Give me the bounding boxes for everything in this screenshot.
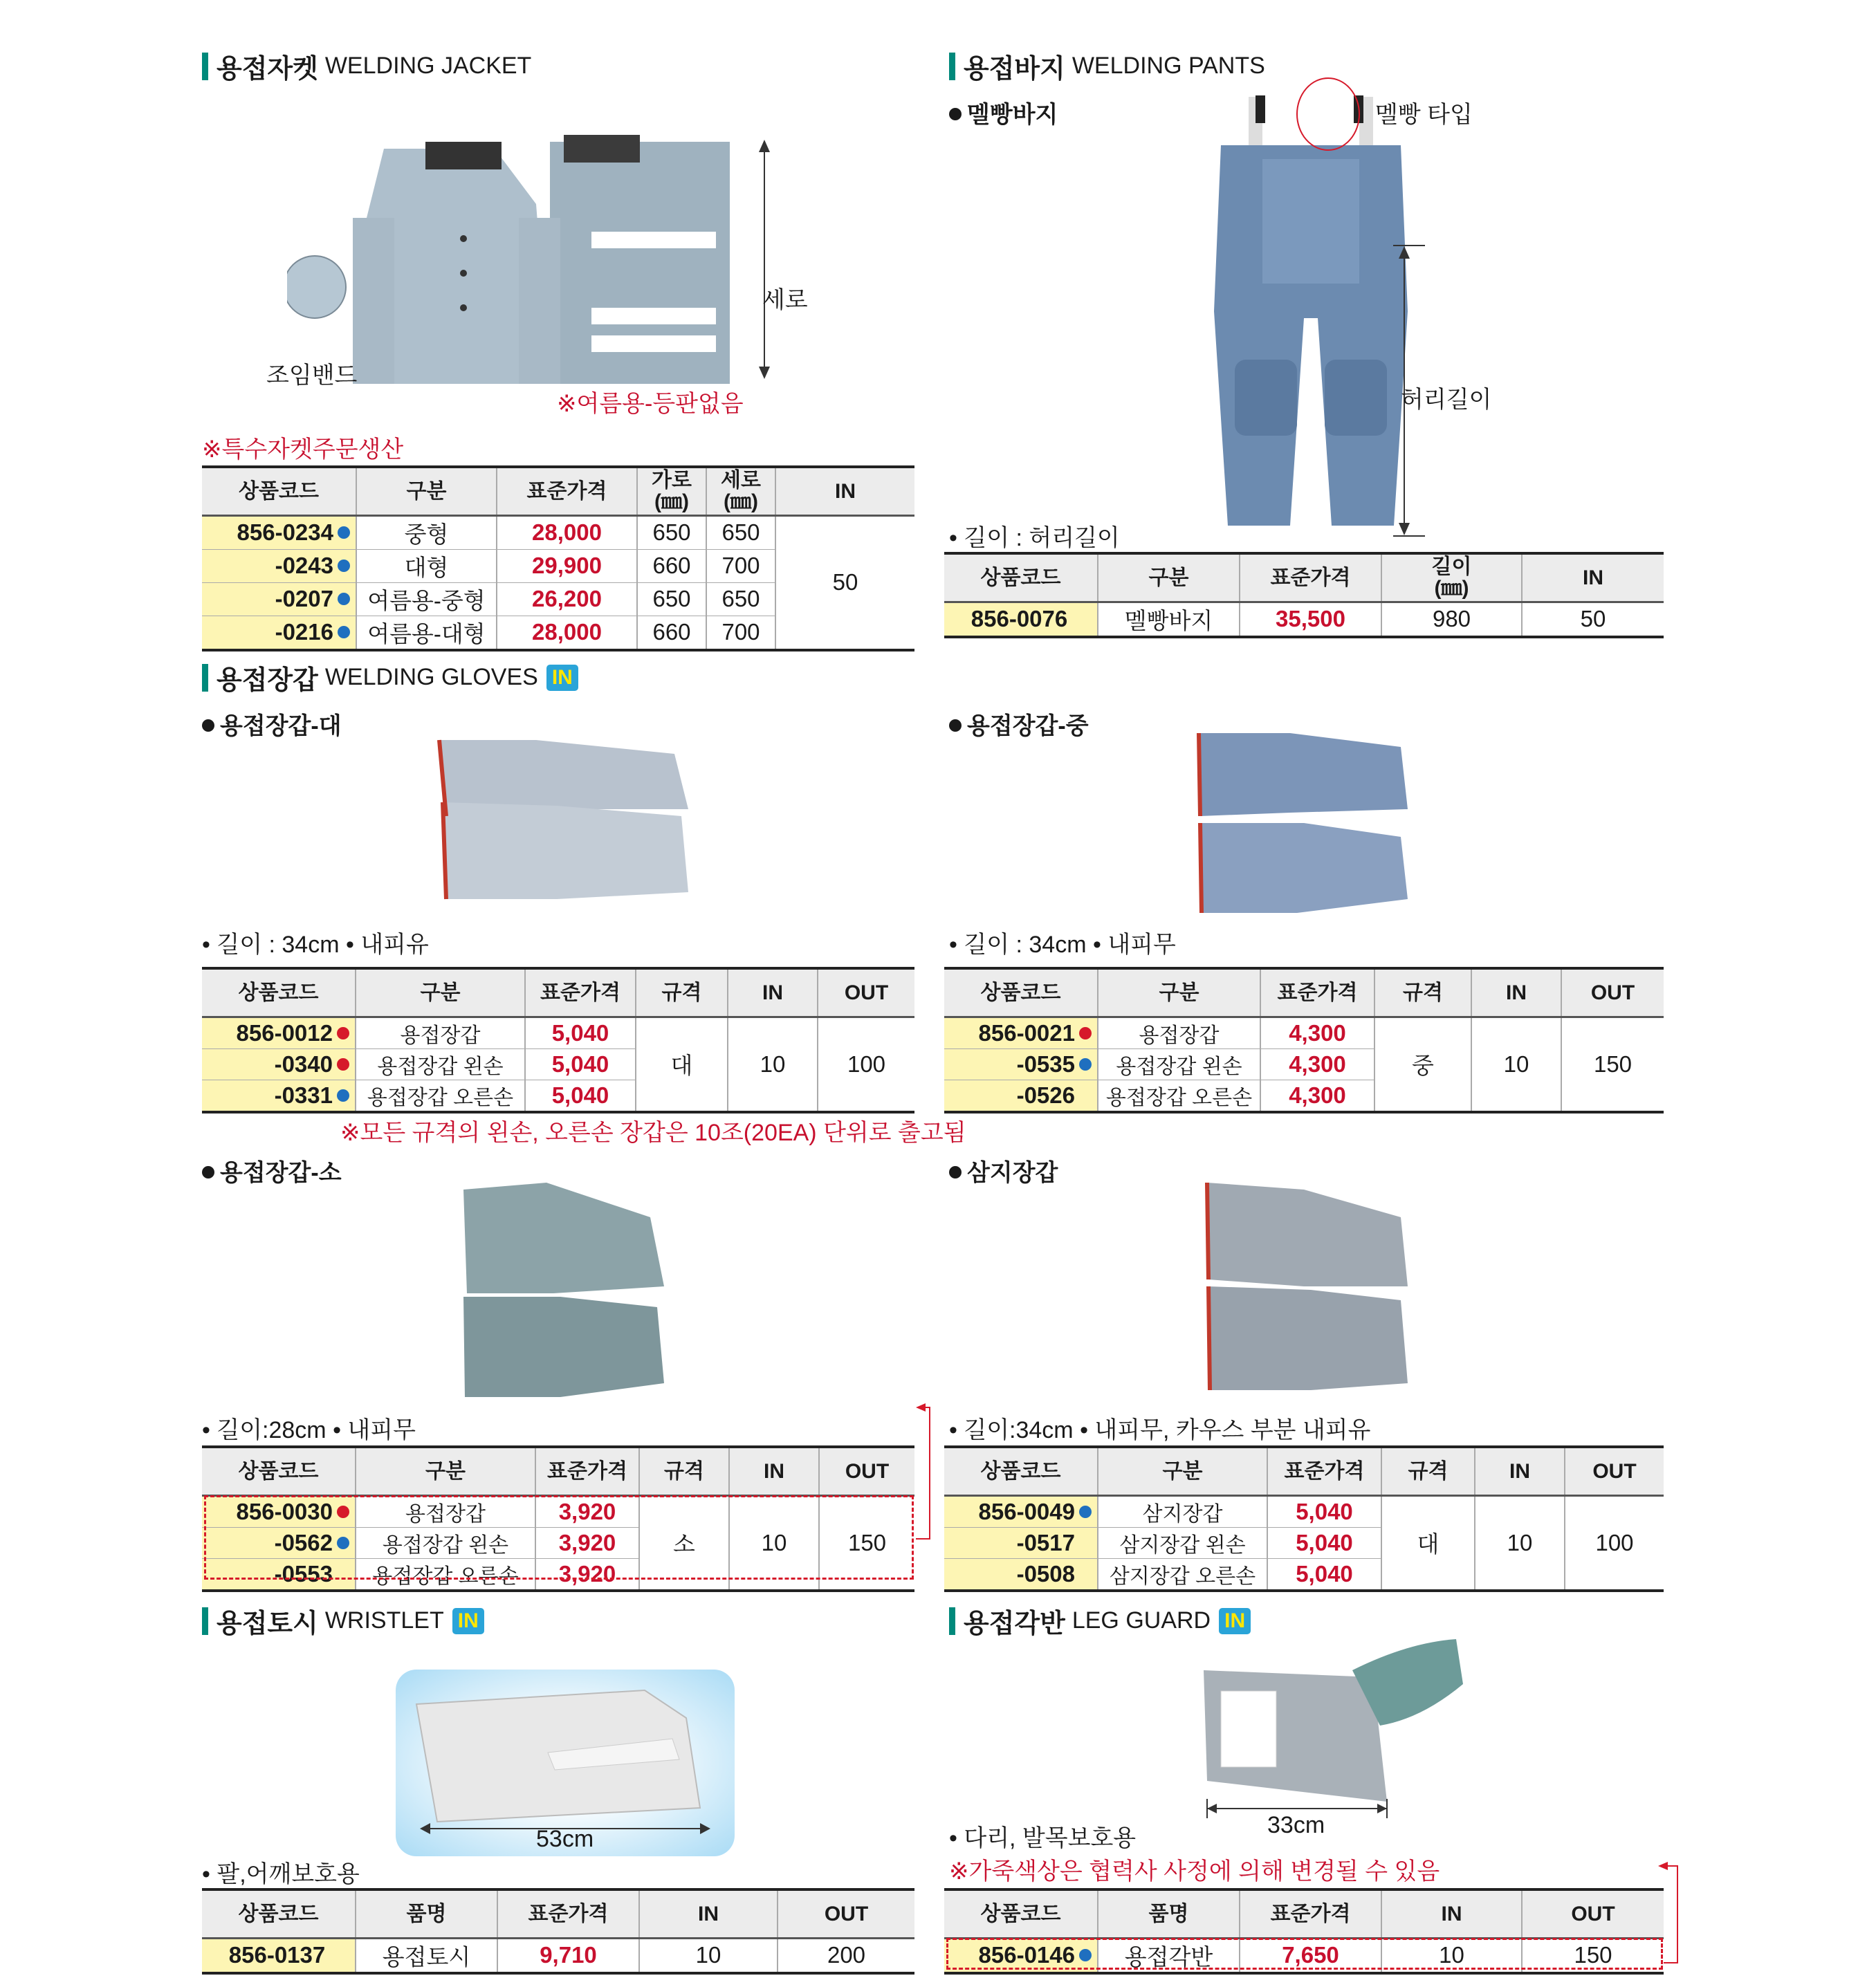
price: 4,300 xyxy=(1260,1048,1374,1080)
th-code: 상품코드 xyxy=(202,1447,356,1495)
bullet-icon xyxy=(949,719,962,732)
blue-dot-icon xyxy=(338,526,350,539)
th-type: 구분 xyxy=(1098,553,1240,602)
wristlet-section-title xyxy=(202,1602,484,1640)
product-code: -0340 xyxy=(202,1048,356,1080)
product-code: -0331 xyxy=(202,1080,356,1112)
th-out: OUT xyxy=(819,1447,914,1495)
in-qty: 10 xyxy=(729,1495,819,1591)
th-width: 가로 (㎜) xyxy=(637,467,706,515)
type: 중형 xyxy=(356,515,497,549)
price: 5,040 xyxy=(1267,1527,1381,1558)
in-qty: 10 xyxy=(728,1017,818,1112)
th-in: IN xyxy=(729,1447,819,1495)
th-out: OUT xyxy=(1561,968,1664,1017)
legguard-color-note: ※가죽색상은 협력사 사정에 의해 변경될 수 있음 xyxy=(949,1858,1440,1885)
section-marker xyxy=(202,664,208,692)
th-code: 상품코드 xyxy=(202,1889,356,1938)
table-row xyxy=(944,1495,1664,1527)
th-length: 길이 (㎜) xyxy=(1381,553,1522,602)
th-code: 상품코드 xyxy=(944,553,1098,602)
th-spec: 규격 xyxy=(1381,1447,1475,1495)
out-qty: 150 xyxy=(1561,1017,1664,1112)
th-in: IN xyxy=(775,467,914,515)
section-marker xyxy=(949,1607,955,1635)
spec: 대 xyxy=(1381,1495,1475,1591)
special-order-note: ※특수자켓주문생산 xyxy=(202,436,404,463)
th-price: 표준가격 xyxy=(525,968,636,1017)
legguard-dimension: 33cm xyxy=(1267,1812,1325,1838)
spec: 중 xyxy=(1374,1017,1471,1112)
th-in: IN xyxy=(639,1889,778,1938)
th-price: 표준가격 xyxy=(1267,1447,1381,1495)
price: 7,650 xyxy=(1240,1938,1381,1973)
gloves-small-note: • 길이:28cm • 내피무 xyxy=(202,1417,416,1443)
title-ko: 용접장갑 xyxy=(217,666,318,695)
gloves-small-subtitle: 용접장갑-소 xyxy=(202,1154,342,1187)
in-badge: IN xyxy=(452,1608,484,1634)
out-qty: 100 xyxy=(1565,1495,1664,1591)
product-code: -0508 xyxy=(944,1558,1098,1591)
th-code: 상품코드 xyxy=(944,968,1098,1017)
th-type: 구분 xyxy=(356,467,497,515)
product-code: -0553 xyxy=(202,1558,356,1591)
th-price: 표준가격 xyxy=(497,1889,639,1938)
gloves-mitten-image xyxy=(1200,1176,1415,1397)
in-qty: 10 xyxy=(1381,1938,1522,1973)
gloves-mitten-note: • 길이:34cm • 내피무, 카우스 부분 내피유 xyxy=(949,1417,1371,1443)
type: 용접장갑 xyxy=(1098,1017,1260,1048)
section-marker xyxy=(202,1607,208,1635)
th-name: 품명 xyxy=(1098,1889,1240,1938)
price: 5,040 xyxy=(1267,1495,1381,1527)
red-dot-icon xyxy=(337,1027,349,1039)
pants-subtitle: 멜빵바지 xyxy=(949,95,1058,129)
gloves-large-subtitle: 용접장갑-대 xyxy=(202,707,342,741)
type: 대형 xyxy=(356,549,497,582)
pants-section-title xyxy=(949,47,1265,85)
type: 용접장갑 xyxy=(356,1017,525,1048)
product-code: 856-0030 xyxy=(202,1495,356,1527)
product-code: 856-0234 xyxy=(202,515,356,549)
price: 5,040 xyxy=(525,1017,636,1048)
price: 3,920 xyxy=(535,1527,639,1558)
height: 650 xyxy=(706,515,775,549)
title-ko: 용접토시 xyxy=(217,1609,318,1638)
th-out: OUT xyxy=(1522,1889,1664,1938)
th-out: OUT xyxy=(778,1889,914,1938)
table-row xyxy=(202,1017,914,1048)
in-qty: 50 xyxy=(775,515,914,650)
gloves-unit-note: ※모든 규격의 왼손, 오른손 장갑은 10조(20EA) 단위로 출고됨 xyxy=(340,1120,966,1146)
in-badge: IN xyxy=(546,665,578,691)
callout-tightening-band: 조임밴드 xyxy=(266,362,358,389)
gloves-small-image xyxy=(457,1176,671,1404)
product-code: -0243 xyxy=(202,549,356,582)
table-row xyxy=(944,1017,1664,1048)
type: 용접장갑 오른손 xyxy=(1098,1080,1260,1112)
table-row xyxy=(944,602,1664,637)
title-en: WRISTLET xyxy=(324,1607,444,1634)
price: 3,920 xyxy=(535,1495,639,1527)
product-code: 856-0021 xyxy=(944,1017,1098,1048)
product-code: -0535 xyxy=(944,1048,1098,1080)
product-code: 856-0076 xyxy=(944,602,1098,637)
product-code: -0517 xyxy=(944,1527,1098,1558)
product-code: -0562 xyxy=(202,1527,356,1558)
dimension-label-vertical: 세로 xyxy=(762,287,808,313)
type: 용접장갑 xyxy=(356,1495,535,1527)
out-qty: 200 xyxy=(778,1938,914,1973)
summer-note: ※여름용-등판없음 xyxy=(557,391,744,417)
price: 9,710 xyxy=(497,1938,639,1973)
pants-table xyxy=(944,552,1664,638)
title-ko: 용접각반 xyxy=(964,1609,1065,1638)
gloves-large-image xyxy=(432,726,695,906)
gloves-large-table xyxy=(202,967,914,1113)
out-qty: 150 xyxy=(819,1495,914,1591)
out-qty: 100 xyxy=(818,1017,914,1112)
spec: 대 xyxy=(636,1017,728,1112)
type: 용접장갑 오른손 xyxy=(356,1080,525,1112)
price: 3,920 xyxy=(535,1558,639,1591)
jacket-section-title xyxy=(202,47,531,85)
type: 용접장갑 왼손 xyxy=(356,1527,535,1558)
legguard-note: • 다리, 발목보호용 xyxy=(949,1825,1137,1851)
gloves-large-note: • 길이 : 34cm • 내피유 xyxy=(202,932,429,958)
bullet-icon xyxy=(949,1166,962,1179)
product-code: 856-0146 xyxy=(944,1938,1098,1973)
price: 26,200 xyxy=(497,582,637,616)
th-code: 상품코드 xyxy=(202,467,356,515)
price: 35,500 xyxy=(1240,602,1381,637)
th-type: 구분 xyxy=(1098,968,1260,1017)
gloves-medium-subtitle: 용접장갑-중 xyxy=(949,707,1089,741)
bullet-icon xyxy=(202,1166,214,1179)
th-in: IN xyxy=(728,968,818,1017)
title-en: LEG GUARD xyxy=(1072,1607,1211,1634)
blue-dot-icon xyxy=(337,1089,349,1102)
jacket-table xyxy=(202,465,914,651)
section-marker xyxy=(202,53,208,80)
title-ko: 용접자켓 xyxy=(217,55,318,84)
name: 용접토시 xyxy=(356,1938,497,1973)
bullet-icon xyxy=(202,719,214,732)
bullet-icon xyxy=(949,108,962,120)
table-row xyxy=(202,515,914,549)
th-spec: 규격 xyxy=(639,1447,729,1495)
th-type: 구분 xyxy=(356,968,525,1017)
price: 28,000 xyxy=(497,616,637,650)
width: 650 xyxy=(637,515,706,549)
price: 4,300 xyxy=(1260,1080,1374,1112)
gloves-mitten-table xyxy=(944,1445,1664,1592)
pants-note: • 길이 : 허리길이 xyxy=(949,525,1120,551)
height: 650 xyxy=(706,582,775,616)
legguard-image xyxy=(1200,1636,1463,1822)
type: 용접장갑 오른손 xyxy=(356,1558,535,1591)
th-in: IN xyxy=(1381,1889,1522,1938)
height: 700 xyxy=(706,549,775,582)
title-en: WELDING GLOVES xyxy=(324,664,538,690)
in-qty: 10 xyxy=(1471,1017,1561,1112)
legguard-section-title xyxy=(949,1602,1251,1640)
highlight-arrow xyxy=(906,1401,934,1546)
section-marker xyxy=(949,53,955,80)
th-price: 표준가격 xyxy=(535,1447,639,1495)
width: 660 xyxy=(637,549,706,582)
th-code: 상품코드 xyxy=(944,1447,1098,1495)
th-price: 표준가격 xyxy=(1240,1889,1381,1938)
dimension-arrow-vertical xyxy=(751,138,792,380)
product-code: -0207 xyxy=(202,582,356,616)
in-qty: 50 xyxy=(1522,602,1664,637)
red-dot-icon xyxy=(1079,1027,1092,1039)
in-qty: 10 xyxy=(639,1938,778,1973)
th-price: 표준가격 xyxy=(1260,968,1374,1017)
gloves-medium-note: • 길이 : 34cm • 내피무 xyxy=(949,932,1176,958)
th-out: OUT xyxy=(1565,1447,1664,1495)
price: 28,000 xyxy=(497,515,637,549)
th-in: IN xyxy=(1475,1447,1565,1495)
blue-dot-icon xyxy=(338,593,350,605)
blue-dot-icon xyxy=(338,626,350,638)
blue-dot-icon xyxy=(338,560,350,572)
product-code: 856-0137 xyxy=(202,1938,356,1973)
table-row xyxy=(202,1938,914,1973)
red-dot-icon xyxy=(337,1058,349,1071)
price: 5,040 xyxy=(1267,1558,1381,1591)
th-price: 표준가격 xyxy=(497,467,637,515)
th-code: 상품코드 xyxy=(202,968,356,1017)
th-type: 구분 xyxy=(1098,1447,1267,1495)
highlight-dashed-box xyxy=(946,1938,1663,1970)
th-out: OUT xyxy=(818,968,914,1017)
jacket-image xyxy=(287,135,785,398)
product-code: 856-0049 xyxy=(944,1495,1098,1527)
type: 여름용-대형 xyxy=(356,616,497,650)
th-code: 상품코드 xyxy=(944,1889,1098,1938)
th-spec: 규격 xyxy=(1374,968,1471,1017)
length: 980 xyxy=(1381,602,1522,637)
out-qty: 150 xyxy=(1522,1938,1664,1973)
gloves-section-title xyxy=(202,658,578,696)
in-badge: IN xyxy=(1219,1608,1251,1634)
type: 삼지장갑 왼손 xyxy=(1098,1527,1267,1558)
wristlet-note: • 팔,어깨보호용 xyxy=(202,1861,360,1887)
gloves-medium-image xyxy=(1193,726,1415,920)
spec: 소 xyxy=(639,1495,729,1591)
type: 삼지장갑 xyxy=(1098,1495,1267,1527)
th-height: 세로 (㎜) xyxy=(706,467,775,515)
name: 용접각반 xyxy=(1098,1938,1240,1973)
highlight-arrow xyxy=(1657,1859,1684,1970)
th-name: 품명 xyxy=(356,1889,497,1938)
price: 29,900 xyxy=(497,549,637,582)
width: 650 xyxy=(637,582,706,616)
wristlet-table xyxy=(202,1888,914,1975)
th-in: IN xyxy=(1471,968,1561,1017)
th-in: IN xyxy=(1522,553,1664,602)
type: 멜빵바지 xyxy=(1098,602,1240,637)
title-ko: 용접바지 xyxy=(964,55,1065,84)
type: 삼지장갑 오른손 xyxy=(1098,1558,1267,1591)
price: 4,300 xyxy=(1260,1017,1374,1048)
gloves-mitten-subtitle: 삼지장갑 xyxy=(949,1154,1058,1187)
product-code: -0526 xyxy=(944,1080,1098,1112)
product-code: -0216 xyxy=(202,616,356,650)
width: 660 xyxy=(637,616,706,650)
in-qty: 10 xyxy=(1475,1495,1565,1591)
th-type: 구분 xyxy=(356,1447,535,1495)
th-price: 표준가격 xyxy=(1240,553,1381,602)
type: 용접장갑 왼손 xyxy=(1098,1048,1260,1080)
type: 용접장갑 왼손 xyxy=(356,1048,525,1080)
callout-suspender-type: 멜빵 타입 xyxy=(1375,102,1473,128)
blue-dot-icon xyxy=(1079,1506,1092,1518)
th-spec: 규격 xyxy=(636,968,728,1017)
type: 여름용-중형 xyxy=(356,582,497,616)
height: 700 xyxy=(706,616,775,650)
wristlet-dimension: 53cm xyxy=(536,1826,594,1852)
callout-circle xyxy=(1294,76,1363,152)
title-en: WELDING JACKET xyxy=(324,53,532,79)
highlight-dashed-box xyxy=(204,1495,914,1580)
product-code: 856-0012 xyxy=(202,1017,356,1048)
blue-dot-icon xyxy=(1079,1058,1092,1071)
price: 5,040 xyxy=(525,1080,636,1112)
title-en: WELDING PANTS xyxy=(1072,53,1265,79)
gloves-medium-table xyxy=(944,967,1664,1113)
price: 5,040 xyxy=(525,1048,636,1080)
dimension-label-waist: 허리길이 xyxy=(1401,387,1492,413)
